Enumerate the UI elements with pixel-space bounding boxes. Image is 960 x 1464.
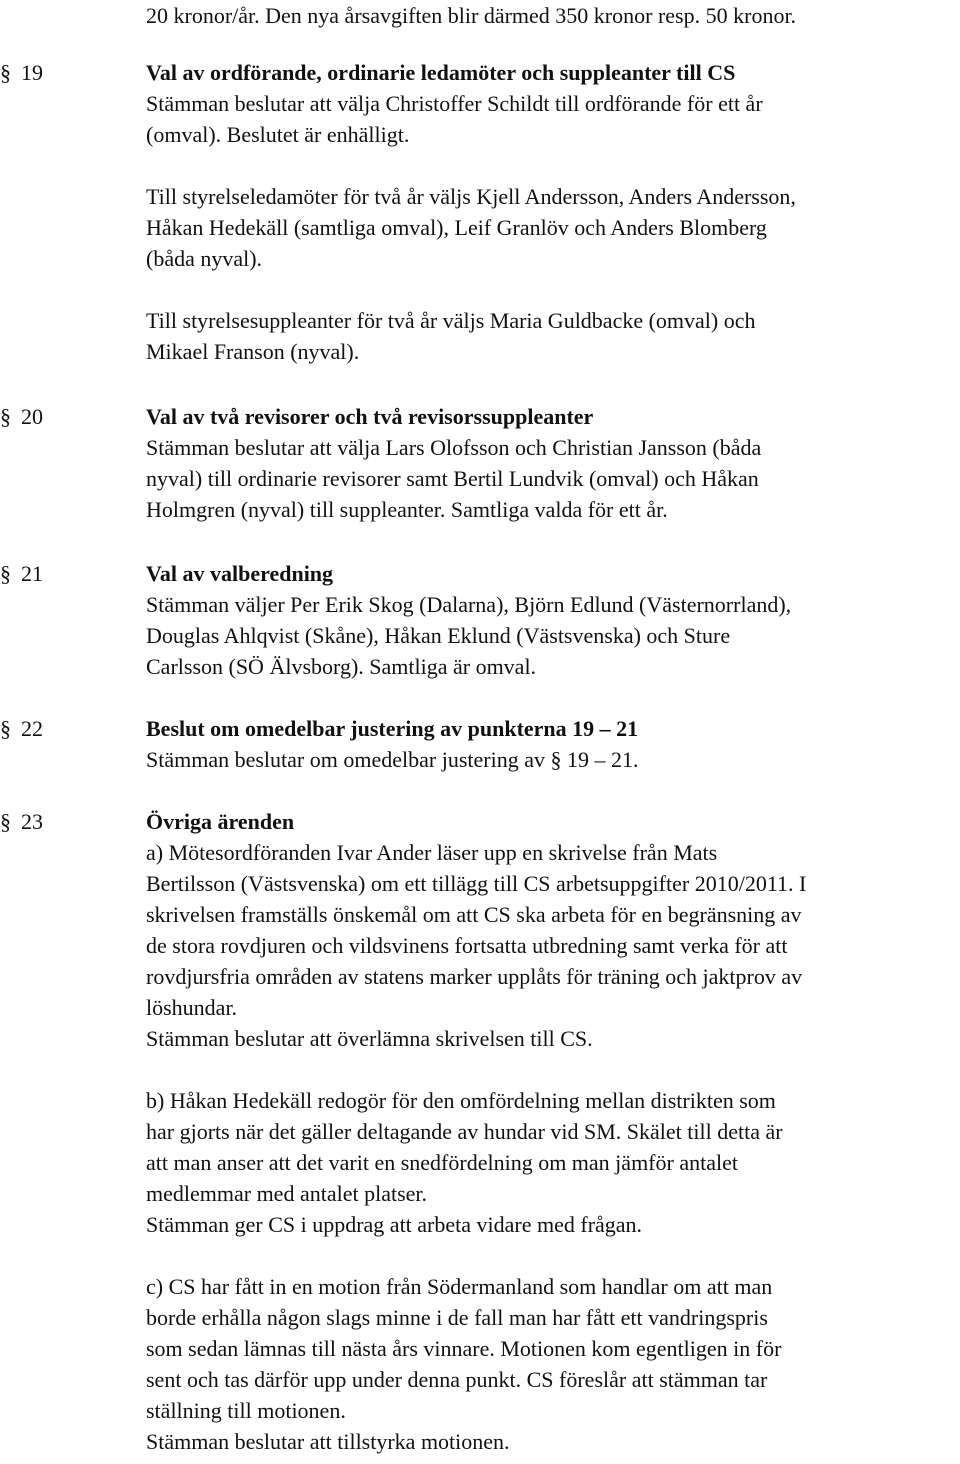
text-line: skrivelsen framställs önskemål om att CS ska arbeta för en begränsning av — [146, 902, 802, 927]
text-line: borde erhålla någon slags minne i de fall man har fått ett vandringspris — [146, 1305, 768, 1330]
paragraph — [146, 589, 958, 682]
paragraph — [146, 181, 958, 274]
section-marker — [0, 558, 140, 589]
section-number: 20 — [21, 404, 43, 429]
text-line: Till styrelsesuppleanter för två år väljs Maria Guldbacke (omval) och — [146, 308, 756, 333]
paragraph-gap — [146, 1054, 958, 1085]
paragraph — [146, 432, 958, 525]
text-line: nyval) till ordinarie revisorer samt Bertil Lundvik (omval) och Håkan — [146, 466, 759, 491]
text-line: b) Håkan Hedekäll redogör för den omfördelning mellan distrikten som — [146, 1088, 776, 1113]
text-line: Stämman ger CS i uppdrag att arbeta vidare med frågan. — [146, 1212, 643, 1237]
text-line: Håkan Hedekäll (samtliga omval), Leif Granlöv och Anders Blomberg — [146, 215, 767, 240]
section-heading: Beslut om omedelbar justering av punkterna 19 – 21 — [146, 716, 639, 741]
paragraph — [146, 88, 958, 150]
text-line: medlemmar med antalet platser. — [146, 1181, 428, 1206]
section-heading: Övriga ärenden — [146, 809, 295, 834]
section-marker — [0, 806, 140, 837]
section-number: 23 — [21, 809, 43, 834]
text-line: som sedan lämnas till nästa års vinnare. Motionen kom egentligen in för — [146, 1336, 782, 1361]
continuation-text: 20 kronor/år. Den nya årsavgiften blir därmed 350 kronor resp. 50 kronor. — [146, 3, 797, 28]
text-line: (omval). Beslutet är enhälligt. — [146, 122, 410, 147]
section-heading: Val av ordförande, ordinarie ledamöter och suppleanter till CS — [146, 60, 736, 85]
text-line: Stämman beslutar om omedelbar justering av § 19 – 21. — [146, 747, 639, 772]
section-sign: § — [0, 809, 11, 834]
section-body — [146, 401, 958, 525]
text-line: Bertilsson (Västsvenska) om ett tillägg till CS arbetsuppgifter 2010/2011. I — [146, 871, 807, 896]
text-line: Stämman väljer Per Erik Skog (Dalarna), Björn Edlund (Västernorrland), — [146, 592, 792, 617]
text-line: löshundar. — [146, 995, 238, 1020]
section-marker — [0, 401, 140, 432]
paragraph-gap — [146, 150, 958, 181]
paragraph — [146, 837, 958, 1054]
text-line: Stämman beslutar att välja Lars Olofsson och Christian Jansson (båda — [146, 435, 762, 460]
text-line: att man anser att det varit en snedfördelning om man jämför antalet — [146, 1150, 738, 1175]
text-line: de stora rovdjuren och vildsvinens fortsatta utbredning samt verka för att — [146, 933, 788, 958]
text-line: Douglas Ahlqvist (Skåne), Håkan Eklund (Västsvenska) och Sture — [146, 623, 731, 648]
text-line: Stämman beslutar att tillstyrka motionen. — [146, 1429, 510, 1454]
text-line: Mikael Franson (nyval). — [146, 339, 360, 364]
text-line: Stämman beslutar att välja Christoffer Schildt till ordförande för ett år — [146, 91, 763, 116]
paragraph — [146, 1085, 958, 1240]
section-marker — [0, 713, 140, 744]
text-line: Stämman beslutar att överlämna skrivelsen till CS. — [146, 1026, 593, 1051]
paragraph — [146, 1271, 958, 1457]
section-number: 22 — [21, 716, 43, 741]
section-number: 21 — [21, 561, 43, 586]
section-body — [146, 713, 958, 775]
text-line: Holmgren (nyval) till suppleanter. Samtliga valda för ett år. — [146, 497, 668, 522]
section-marker — [0, 57, 140, 88]
section-sign: § — [0, 561, 11, 586]
section-body — [146, 806, 958, 1457]
paragraph-gap — [146, 274, 958, 305]
section-heading: Val av valberedning — [146, 561, 334, 586]
paragraph — [146, 305, 958, 367]
paragraph-gap — [146, 1240, 958, 1271]
section-sign: § — [0, 404, 11, 429]
text-line: ställning till motionen. — [146, 1398, 346, 1423]
section-sign: § — [0, 60, 11, 85]
text-line: a) Mötesordföranden Ivar Ander läser upp en skrivelse från Mats — [146, 840, 718, 865]
text-line: (båda nyval). — [146, 246, 263, 271]
text-line: sent och tas därför upp under denna punkt. CS föreslår att stämman tar — [146, 1367, 768, 1392]
section-body — [146, 558, 958, 682]
text-line: rovdjursfria områden av statens marker upplåts för träning och jaktprov av — [146, 964, 803, 989]
section-sign: § — [0, 716, 11, 741]
section-body — [146, 57, 958, 367]
section-number: 19 — [21, 60, 43, 85]
text-line: Carlsson (SÖ Älvsborg). Samtliga är omval. — [146, 654, 537, 679]
section-heading: Val av två revisorer och två revisorssuppleanter — [146, 404, 594, 429]
paragraph — [146, 744, 958, 775]
text-line: Till styrelseledamöter för två år väljs Kjell Andersson, Anders Andersson, — [146, 184, 796, 209]
text-line: har gjorts när det gäller deltagande av hundar vid SM. Skälet till detta är — [146, 1119, 783, 1144]
text-line: c) CS har fått in en motion från Södermanland som handlar om att man — [146, 1274, 773, 1299]
